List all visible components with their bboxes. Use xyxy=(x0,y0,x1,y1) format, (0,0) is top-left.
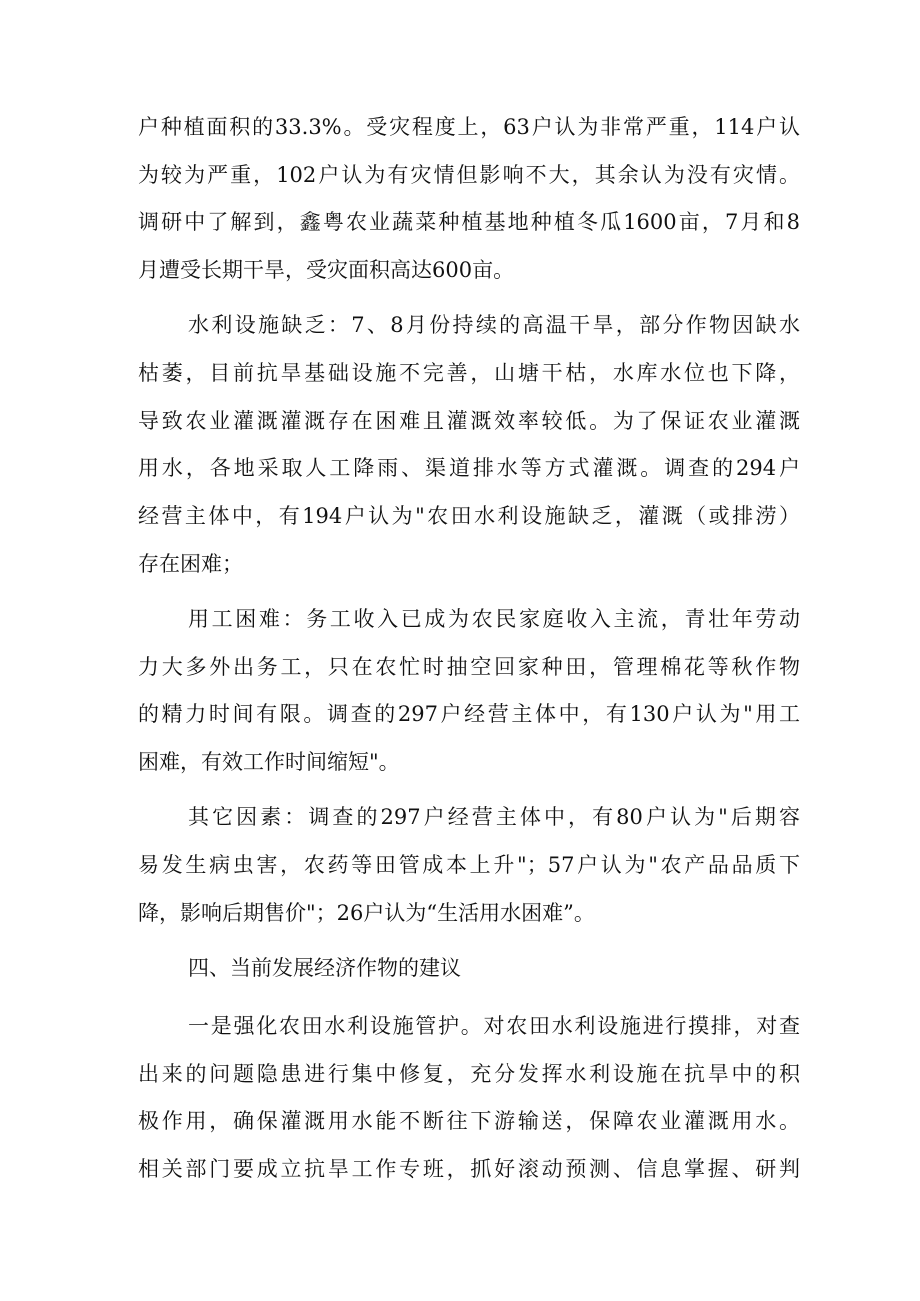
paragraph-first-line: 其它因素：调查的297户经营主体中，有80户认为"后期容 xyxy=(188,805,800,829)
paragraph-first-line: 水利设施缺乏：7、8月份持续的高温干旱，部分作物因缺水 xyxy=(188,313,800,337)
text-line: 为较为严重，102户认为有灾情但影响不大，其余认为没有灾情。 xyxy=(138,163,800,187)
text-line: 出来的问题隐患进行集中修复，充分发挥水利设施在抗旱中的积 xyxy=(138,1062,800,1086)
text-line: 户种植面积的33.3%。受灾程度上，63户认为非常严重，114户认 xyxy=(138,115,800,139)
text-line: 极作用，确保灌溉用水能不断往下游输送，保障农业灌溉用水。 xyxy=(138,1109,800,1133)
section-heading: 四、当前发展经济作物的建议 xyxy=(188,956,461,980)
text-line: 困难，有效工作时间缩短"。 xyxy=(138,750,400,774)
text-line: 经营主体中，有194户认为"农田水利设施缺乏，灌溉（或排涝） xyxy=(138,504,800,528)
text-line: 降，影响后期售价"；26户认为“生活用水困难”。 xyxy=(138,901,595,925)
text-line: 枯萎，目前抗旱基础设施不完善，山塘干枯，水库水位也下降， xyxy=(138,361,800,385)
text-line: 用水，各地采取人工降雨、渠道排水等方式灌溉。调查的294户 xyxy=(138,456,800,480)
text-line: 导致农业灌溉灌溉存在困难且灌溉效率较低。为了保证农业灌溉 xyxy=(138,409,800,433)
paragraph-first-line: 用工困难：务工收入已成为农民家庭收入主流，青壮年劳动 xyxy=(188,607,800,631)
text-line: 相关部门要成立抗旱工作专班，抓好滚动预测、信息掌握、研判 xyxy=(138,1157,800,1181)
text-line: 力大多外出务工，只在农忙时抽空回家种田，管理棉花等秋作物 xyxy=(138,655,800,679)
text-line: 月遭受长期干旱，受灾面积高达600亩。 xyxy=(138,258,515,282)
text-line: 存在困难； xyxy=(138,552,243,576)
text-line: 调研中了解到，鑫粤农业蔬菜种植基地种植冬瓜1600亩，7月和8 xyxy=(138,210,800,234)
text-line: 的精力时间有限。调查的297户经营主体中，有130户认为"用工 xyxy=(138,702,800,726)
text-line: 易发生病虫害，农药等田管成本上升"；57户认为"农产品品质下 xyxy=(138,853,800,877)
paragraph-first-line: 一是强化农田水利设施管护。对农田水利设施进行摸排，对查 xyxy=(188,1014,800,1038)
